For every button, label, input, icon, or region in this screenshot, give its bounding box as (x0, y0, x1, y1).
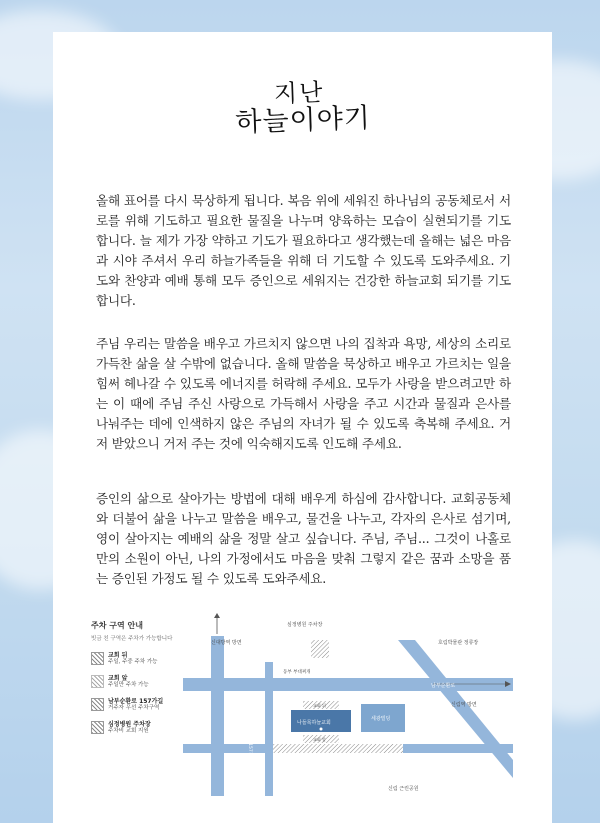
title-line-1: 지난 (273, 78, 325, 108)
legend-item-desc: 주일, 주중 주차 가능 (108, 659, 158, 665)
label-sewang: 세광빌딩 (371, 716, 391, 722)
label-nambu-office: 동부 부대찌개 (283, 670, 311, 675)
road-157-parking (273, 744, 403, 753)
hatch-swatch (91, 675, 104, 688)
legend-item-desc: 주차비 교회 지원 (108, 728, 149, 734)
legend-subtitle: 빗금 친 구역은 주차가 가능합니다 (91, 636, 173, 642)
label-sillim-station: 신대방역 방면 (211, 640, 242, 646)
hatch-swatch (91, 652, 104, 665)
label-sillim-direction: 신림역 방면 (451, 702, 477, 708)
label-church-back: 교회 뒤 (313, 703, 326, 708)
legend-item-label: 남부순환로 157가길 (108, 698, 164, 705)
title-block (53, 78, 552, 139)
legend-item-desc: 주일만 주차 가능 (108, 682, 149, 688)
paragraph-3: 증인의 삶으로 살아가는 방법에 대해 배우게 하심에 감사합니다. 교회공동체와 더불어 삶을 나누고 말씀을 배우고, 물건을 나누고, 각자의 은사로 섬기며, 영이 살아지는 예배의 삶을 정말 살고 싶습니다. 주님, 주님... 그것이 나홀로만의 소원이 아닌, 나의 가정에서도 마음을 맞춰 그렇지 같은 꿈과 소망을 품는 증인된 가정도 될 수 있도록 도와주세요. (96, 490, 511, 586)
document-page (53, 32, 552, 823)
page-title (234, 78, 371, 139)
title-line-2: 하늘이야기 (234, 103, 372, 139)
location-map (183, 610, 513, 796)
road-left (211, 636, 224, 796)
label-nambu-road: 남부순환로 (431, 683, 456, 689)
legend-item-desc: 거주자 우선 주차구역 (108, 705, 160, 711)
legend-item-label: 교회 앞 (108, 675, 128, 682)
legend-item-label: 교회 뒤 (108, 652, 128, 659)
label-church: 나들목하늘교회 (297, 720, 331, 726)
road-mid (265, 662, 273, 796)
label-hospital-parking: 심정병원 주차장 (287, 622, 323, 628)
legend-title: 주차 구역 안내 (91, 621, 143, 630)
diagonal-road (398, 640, 513, 778)
paragraph-2: 주님 우리는 말씀을 배우고 가르치지 않으면 나의 집착과 욕망, 세상의 소리로 가득찬 삶을 살 수밖에 없습니다. 올해 말씀을 묵상하고 배우고 가르치는 일을 힘써 헤나갈 수 있도록 에너지를 허락해 주세요. 모두가 사랑을 받으려고만 하는 이 때에 주님 주신 사랑으로 가득해서 사랑을 주고 시간과 물질과 은사를 나눠주는 데에 인색하지 않은 주님의 자녀가 될 수 있도록 축복해 주세요. 거저 받았으니 거저 주는 것에 익숙해지도록 인도해 주세요. (96, 335, 511, 451)
label-church-front: 교회 앞 (313, 737, 326, 742)
legend-item-label: 심정병원 주차장 (108, 721, 151, 728)
hospital-parking-zone (311, 640, 329, 658)
church-marker (320, 728, 323, 731)
map-svg (183, 610, 513, 796)
label-road-157: 남부순환로 157가길 (247, 720, 252, 761)
hatch-swatch (91, 698, 104, 711)
label-museum: 호림박물관 정류장 (438, 640, 479, 646)
paragraph-1: 올해 표어를 다시 묵상하게 됩니다. 복음 위에 세워진 하나님의 공동체로서 서로를 위해 기도하고 필요한 물질을 나누며 양육하는 모습이 실현되기를 기도합니다. 늘 제가 가장 약하고 기도가 필요하다고 생각했는데 올해는 넓은 마음과 시야 주셔서 우리 하늘가족들을 위해 더 기도할 수 있도록 도와주세요. 기도와 찬양과 예배 통해 모두 증인으로 세워지는 건강한 하늘교회 되기를 기도합니다. (96, 192, 511, 308)
label-park: 신림 근린공원 (388, 786, 419, 792)
hatch-swatch (91, 721, 104, 734)
nambu-road (183, 678, 513, 691)
